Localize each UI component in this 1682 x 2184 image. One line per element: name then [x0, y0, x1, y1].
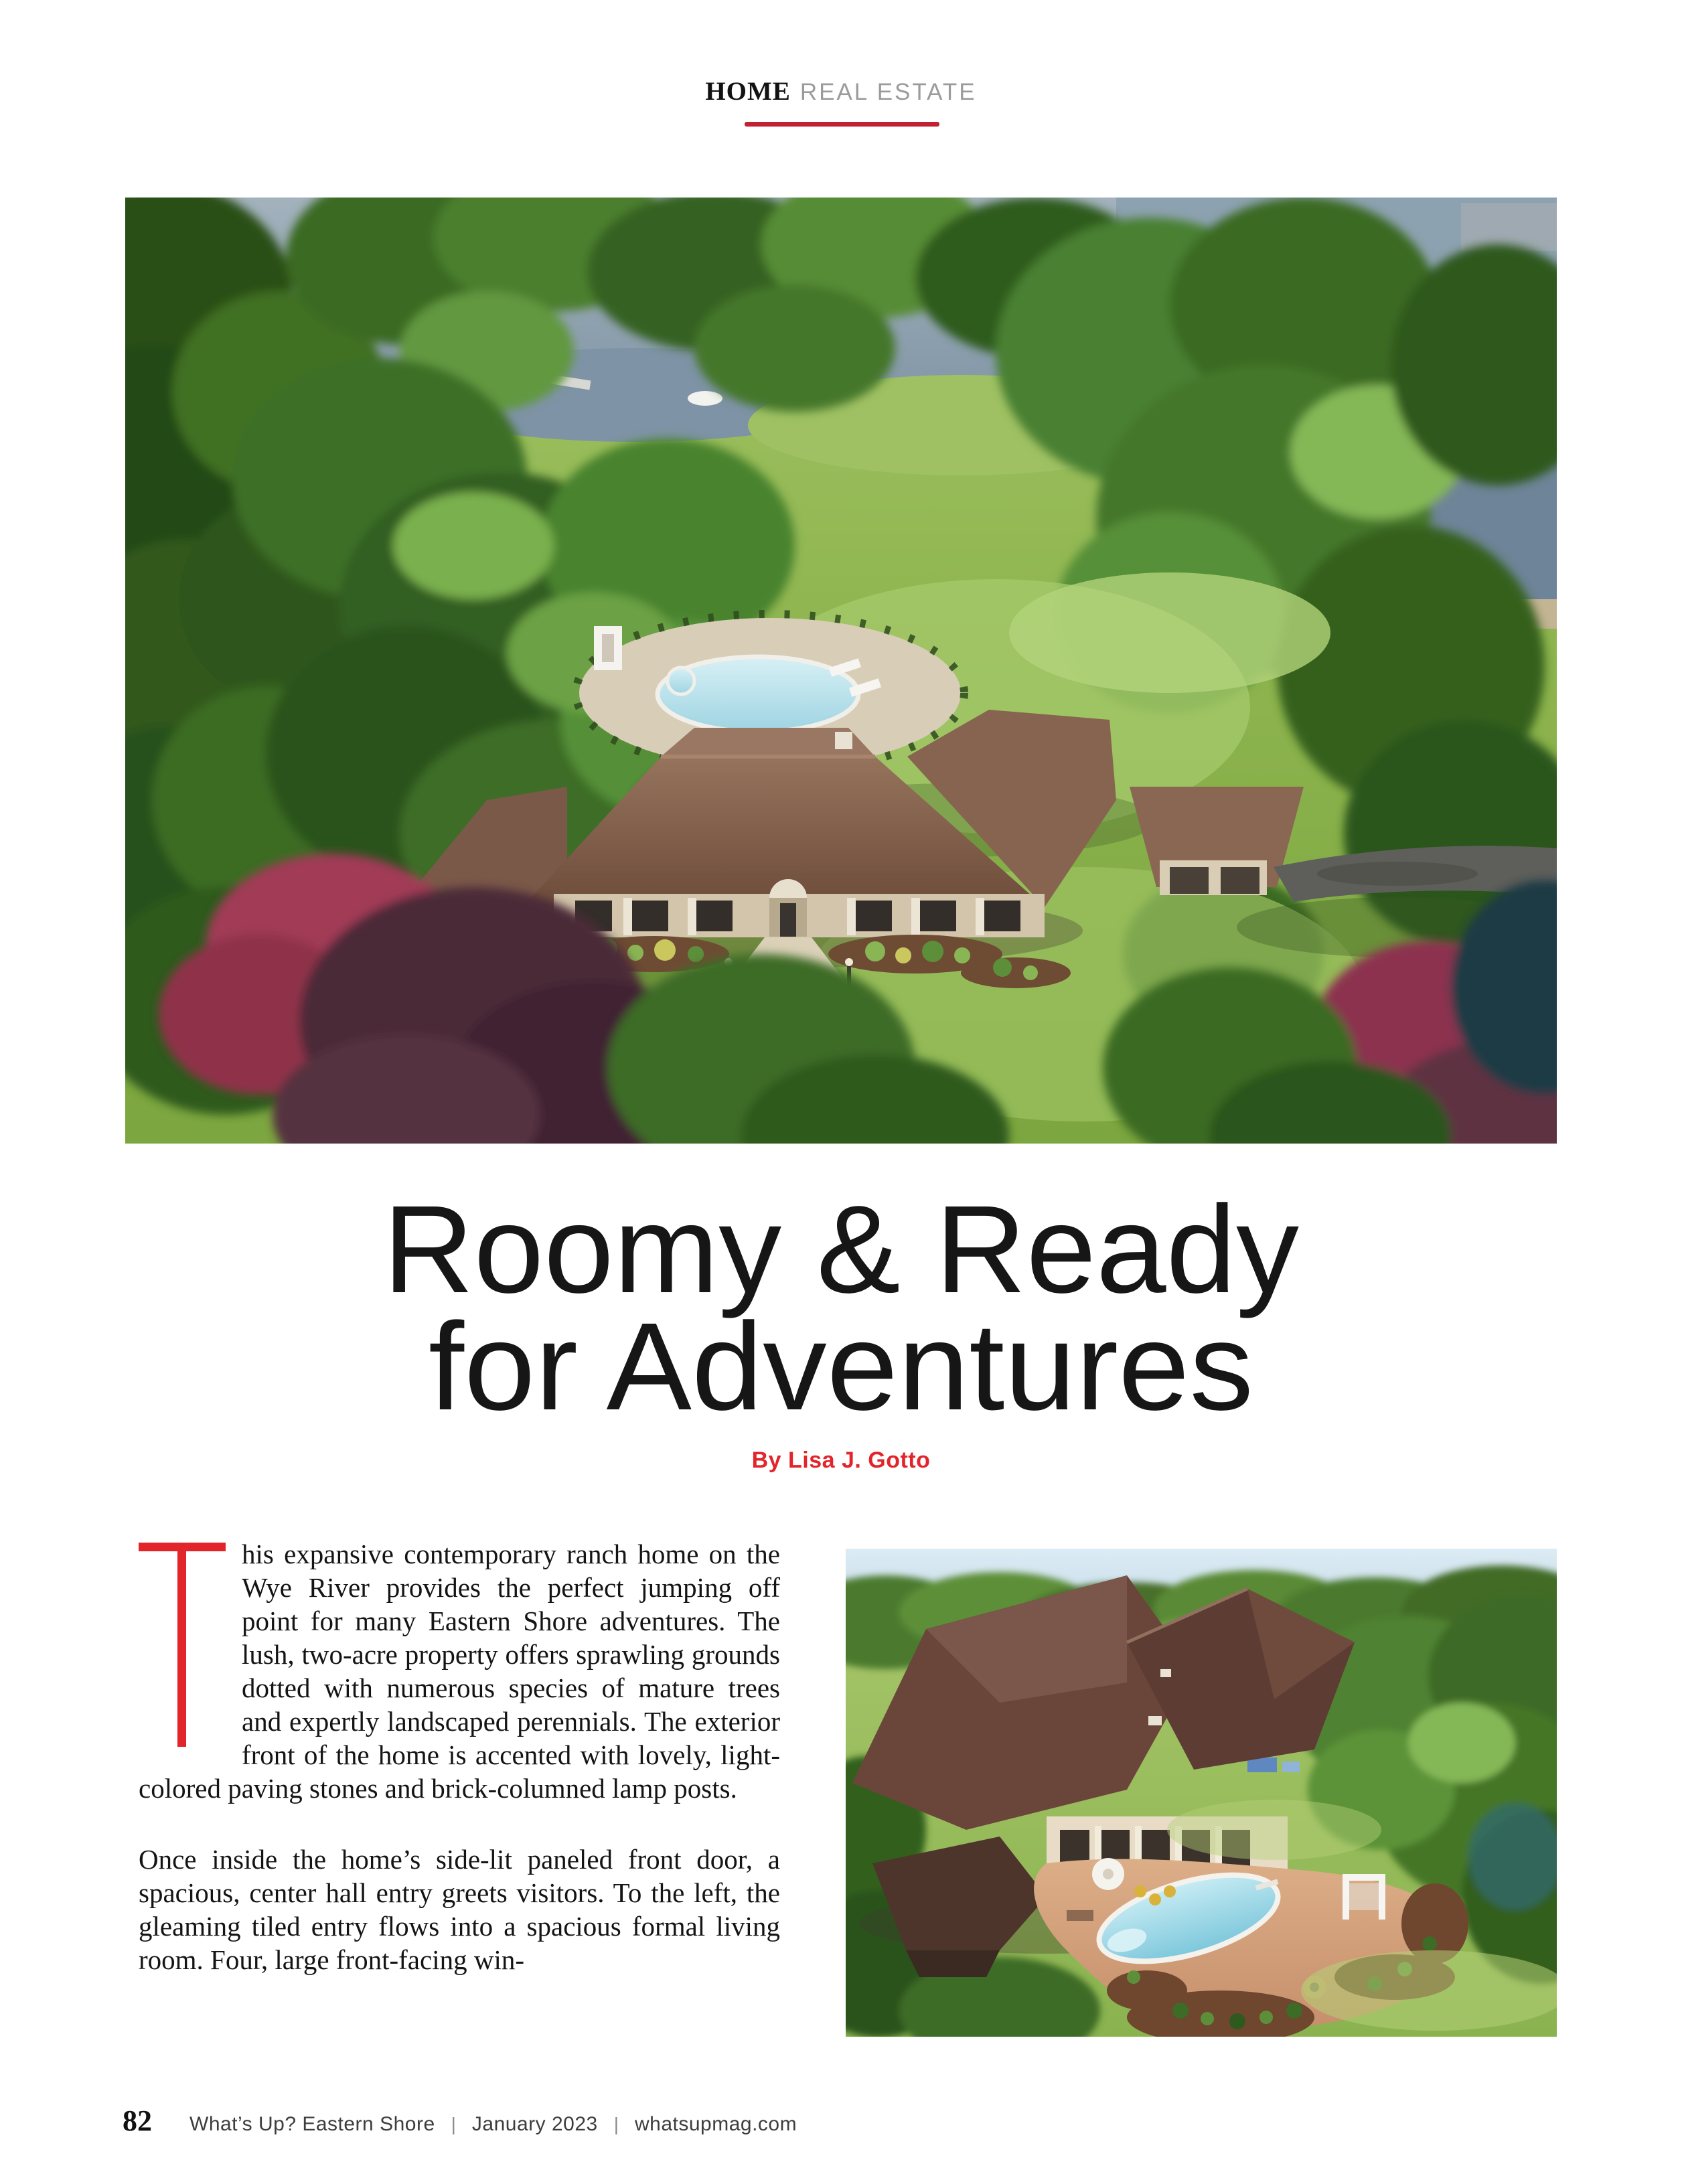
paragraph-1-text: his expansive contemporary ranch home on the Wye River provides the perfect jumping off point for many Eastern Shore adventures. The lush, two-acre property offers sprawling grounds dotted with numerous species of mature trees and expertly landscaped perennials. The exterior front of the home is accented with lovely, light-colored paving stones and brick-columned lamp posts. [139, 1539, 780, 1804]
article-title [0, 1173, 1682, 1454]
paragraph-1 [139, 1537, 780, 1805]
title-line-2: for Adventures [429, 1298, 1253, 1436]
main-aerial-photo [125, 198, 1557, 1144]
footer-magazine: What’s Up? Eastern Shore [189, 2113, 435, 2135]
footer-separator: | [613, 2114, 619, 2134]
paragraph-2 [139, 1843, 780, 1976]
footer-issue: January 2023 [471, 2113, 598, 2135]
drop-cap-T [139, 1543, 226, 1740]
footer-separator: | [451, 2114, 456, 2134]
secondary-aerial-photo [846, 1549, 1557, 2037]
section-kicker [0, 76, 1682, 106]
kicker-realestate-label: REAL ESTATE [799, 79, 977, 105]
page-footer [123, 2104, 797, 2138]
kicker-home-label: HOME [705, 77, 791, 106]
page-number: 82 [123, 2104, 152, 2137]
title-line-1: Roomy & Ready [383, 1180, 1299, 1319]
kicker-underline [745, 122, 939, 127]
paragraph-2-text: Once inside the home’s side-lit paneled front door, a spacious, center hall entry greets visitors. To the left, the gleaming tiled entry flows into a spacious formal living room. Four, large front-facing win- [139, 1844, 780, 1975]
footer-website: whatsupmag.com [635, 2113, 797, 2135]
article-body [139, 1537, 780, 1976]
byline: By Lisa J. Gotto [751, 1448, 931, 1473]
drop-cap-stem [177, 1543, 186, 1747]
